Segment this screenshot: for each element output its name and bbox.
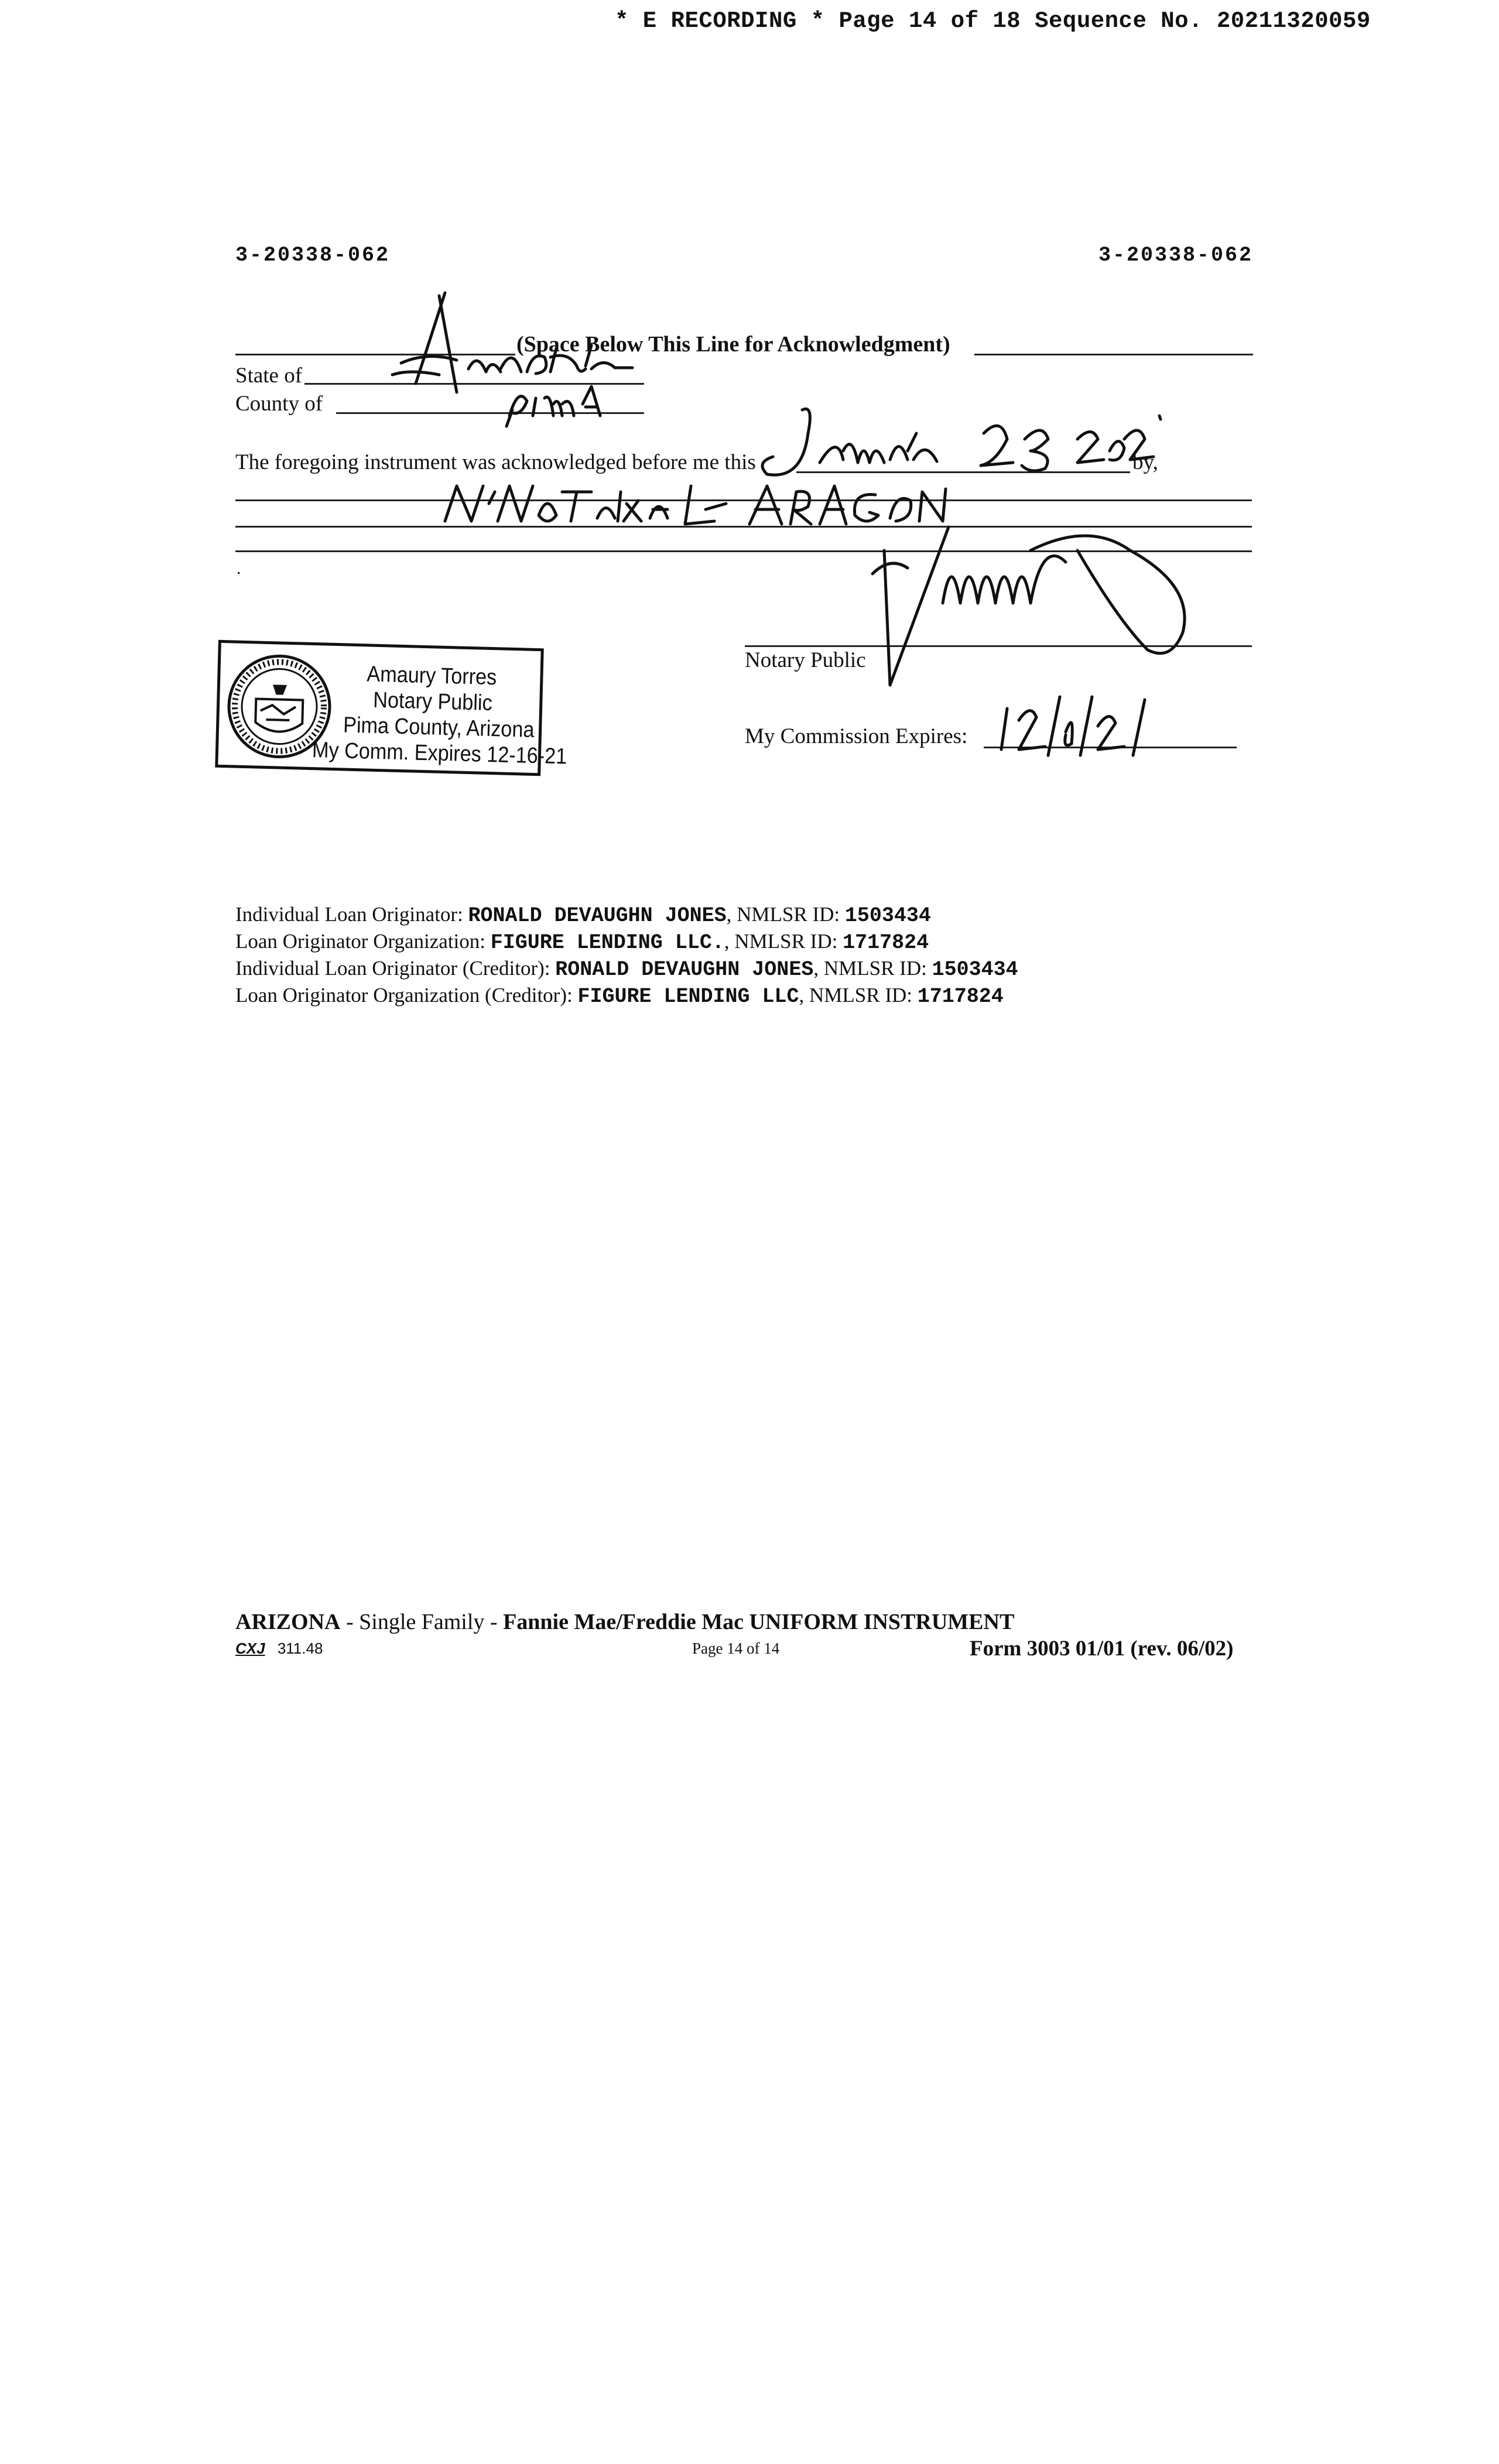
stamp-expires: My Comm. Expires 12-16-21 bbox=[312, 738, 567, 769]
footer-desc-1: - Single Family - bbox=[340, 1610, 504, 1634]
loan-info-sep: , NMLSR ID: bbox=[799, 984, 918, 1007]
loan-info-label: Loan Originator Organization (Creditor): bbox=[235, 984, 578, 1007]
notary-public-label: Notary Public bbox=[745, 648, 866, 672]
loan-info-name: FIGURE LENDING LLC bbox=[577, 985, 799, 1008]
footer-code-tag: CXJ bbox=[235, 1640, 265, 1657]
loan-info-line bbox=[235, 983, 1018, 1009]
loan-info-line bbox=[235, 956, 1018, 983]
commission-expires-label: My Commission Expires: bbox=[745, 724, 968, 748]
loan-info-id: 1717824 bbox=[843, 931, 929, 954]
loan-info-id: 1503434 bbox=[844, 904, 931, 928]
loan-info-id: 1503434 bbox=[932, 958, 1018, 981]
footer-code bbox=[235, 1640, 323, 1658]
footer-form-title bbox=[235, 1609, 1014, 1635]
loan-info-sep: , NMLSR ID: bbox=[726, 903, 845, 926]
loan-info-sep: , NMLSR ID: bbox=[813, 957, 932, 980]
state-label: State of bbox=[235, 364, 303, 388]
loan-info-name: RONALD DEVAUGHN JONES bbox=[555, 958, 814, 981]
reference-number-left: 3-20338-062 bbox=[235, 244, 391, 267]
recording-header: * E RECORDING * Page 14 of 18 Sequence No. 20211320059 bbox=[615, 8, 1371, 34]
loan-info-name: RONALD DEVAUGHN JONES bbox=[468, 904, 727, 928]
notary-stamp bbox=[215, 640, 567, 776]
loan-info-label: Individual Loan Originator: bbox=[235, 903, 468, 926]
loan-info-sep: , NMLSR ID: bbox=[724, 930, 843, 953]
notary-signature bbox=[855, 515, 1218, 697]
stamp-county: Pima County, Arizona bbox=[343, 713, 535, 742]
loan-info-name: FIGURE LENDING LLC. bbox=[490, 931, 724, 954]
footer-form-number: Form 3003 01/01 (rev. 06/02) bbox=[970, 1637, 1234, 1661]
handwritten-expiration bbox=[995, 685, 1195, 761]
loan-info-id: 1717824 bbox=[917, 985, 1004, 1008]
loan-info-label: Individual Loan Originator (Creditor): bbox=[235, 957, 556, 980]
footer-desc-2: Fannie Mae/Freddie Mac UNIFORM INSTRUMENT bbox=[503, 1610, 1015, 1634]
reference-number-right: 3-20338-062 bbox=[1098, 244, 1254, 267]
handwritten-county bbox=[504, 375, 656, 427]
stamp-name: Amaury Torres bbox=[366, 662, 497, 690]
county-label: County of bbox=[235, 392, 323, 416]
by-label: by, bbox=[1132, 450, 1158, 474]
instrument-text: The foregoing instrument was acknowledged before me this bbox=[235, 450, 756, 474]
loan-info-line bbox=[235, 929, 1018, 956]
footer-state: ARIZONA bbox=[235, 1610, 341, 1634]
section-heading: (Space Below This Line for Acknowledgment) bbox=[516, 332, 950, 357]
footer-page: Page 14 of 14 bbox=[692, 1640, 780, 1657]
heading-rule-right bbox=[974, 354, 1253, 355]
footer-code-num: 311.48 bbox=[277, 1640, 323, 1657]
stray-mark: . bbox=[237, 559, 241, 578]
loan-info-label: Loan Originator Organization: bbox=[235, 930, 491, 953]
loan-info-line bbox=[235, 902, 1018, 929]
stamp-title: Notary Public bbox=[372, 687, 493, 716]
loan-info-block bbox=[235, 902, 1018, 1009]
